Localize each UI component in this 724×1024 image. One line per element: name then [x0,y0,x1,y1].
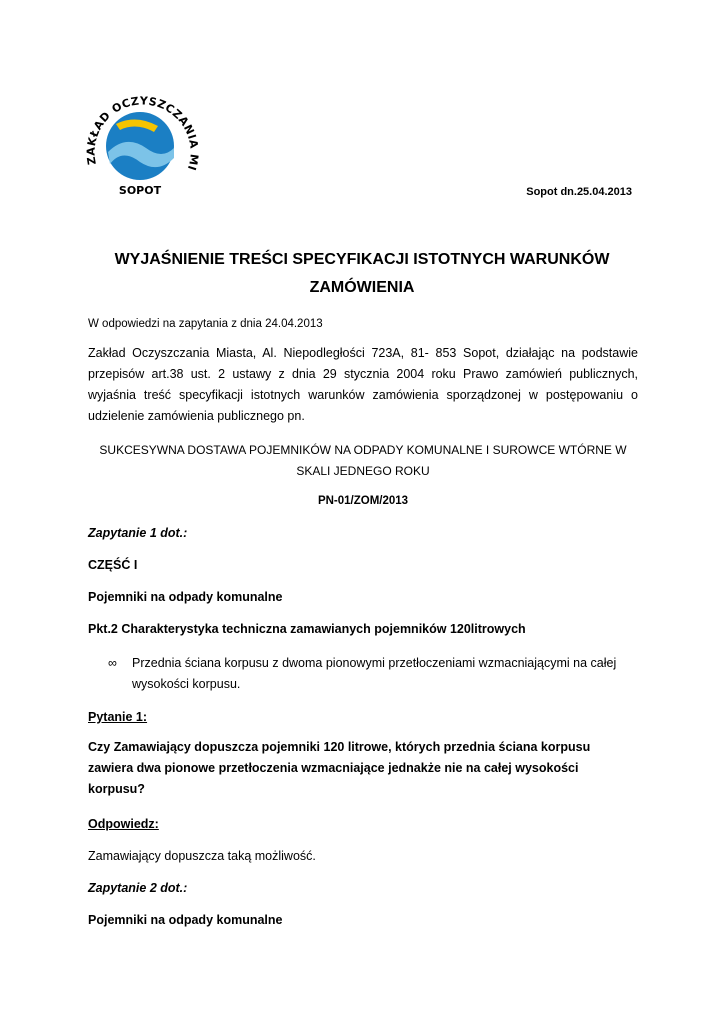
category-heading-1: Pojemniki na odpady komunalne [88,590,283,604]
intro-line: W odpowiedzi na zapytania z dnia 24.04.2013 [88,318,323,330]
inquiry-2-heading: Zapytanie 2 dot.: [88,881,188,895]
body-paragraph: Zakład Oczyszczania Miasta, Al. Niepodległości 723A, 81- 853 Sopot, działając na podstawie przepisów art.38 ust. 2 ustawy z dnia 29 stycznia 2004 roku Prawo zamówień publicznych, wyjaśnia treść specyfikacji istotnych warunków zamówienia sporządzonej w postępowaniu o udzielenie zamówienia publicznego pn. [88,346,638,423]
logo-bottom-text: SOPOT [118,184,162,197]
part-heading: CZĘŚĆ I [88,558,138,572]
document-date: Sopot dn.25.04.2013 [526,186,632,198]
answer-text: Zamawiający dopuszcza taką możliwość. [88,849,316,863]
logo-emblem [76,86,202,200]
category-heading-2: Pojemniki na odpady komunalne [88,913,283,927]
bullet-item [108,653,628,695]
answer-label: Odpowiedz: [88,817,159,831]
question-text: Czy Zamawiający dopuszcza pojemniki 120 litrowe, których przednia ściana korpusu zawiera dwa pionowe przetłoczenia wzmacniające jednakże nie na całej wysokości korpusu? [88,740,591,796]
procurement-code: PN-01/ZOM/2013 [317,495,409,507]
bullet-text: Przednia ściana korpusu z dwoma pionowymi przetłoczeniami wzmacniającymi na całej wysokości korpusu. [132,656,617,691]
inquiry-1-heading: Zapytanie 1 dot.: [88,526,188,540]
logo-arc-text: ZAKŁAD OCZYSZCZANIA MI [84,94,201,173]
company-logo [76,86,202,200]
point-heading: Pkt.2 Charakterystyka techniczna zamawianych pojemników 120litrowych [88,622,526,636]
question-label: Pytanie 1: [88,710,148,724]
procurement-subject: SUKCESYWNA DOSTAWA POJEMNIKÓW NA ODPADY KOMUNALNE I SUROWCE WTÓRNE W SKALI JEDNEGO ROKU [99,443,627,478]
document-title: WYJAŚNIENIE TREŚCI SPECYFIKACJI ISTOTNYCH WARUNKÓW ZAMÓWIENIA [114,251,610,296]
bullet-mark: ∞ [108,656,117,670]
